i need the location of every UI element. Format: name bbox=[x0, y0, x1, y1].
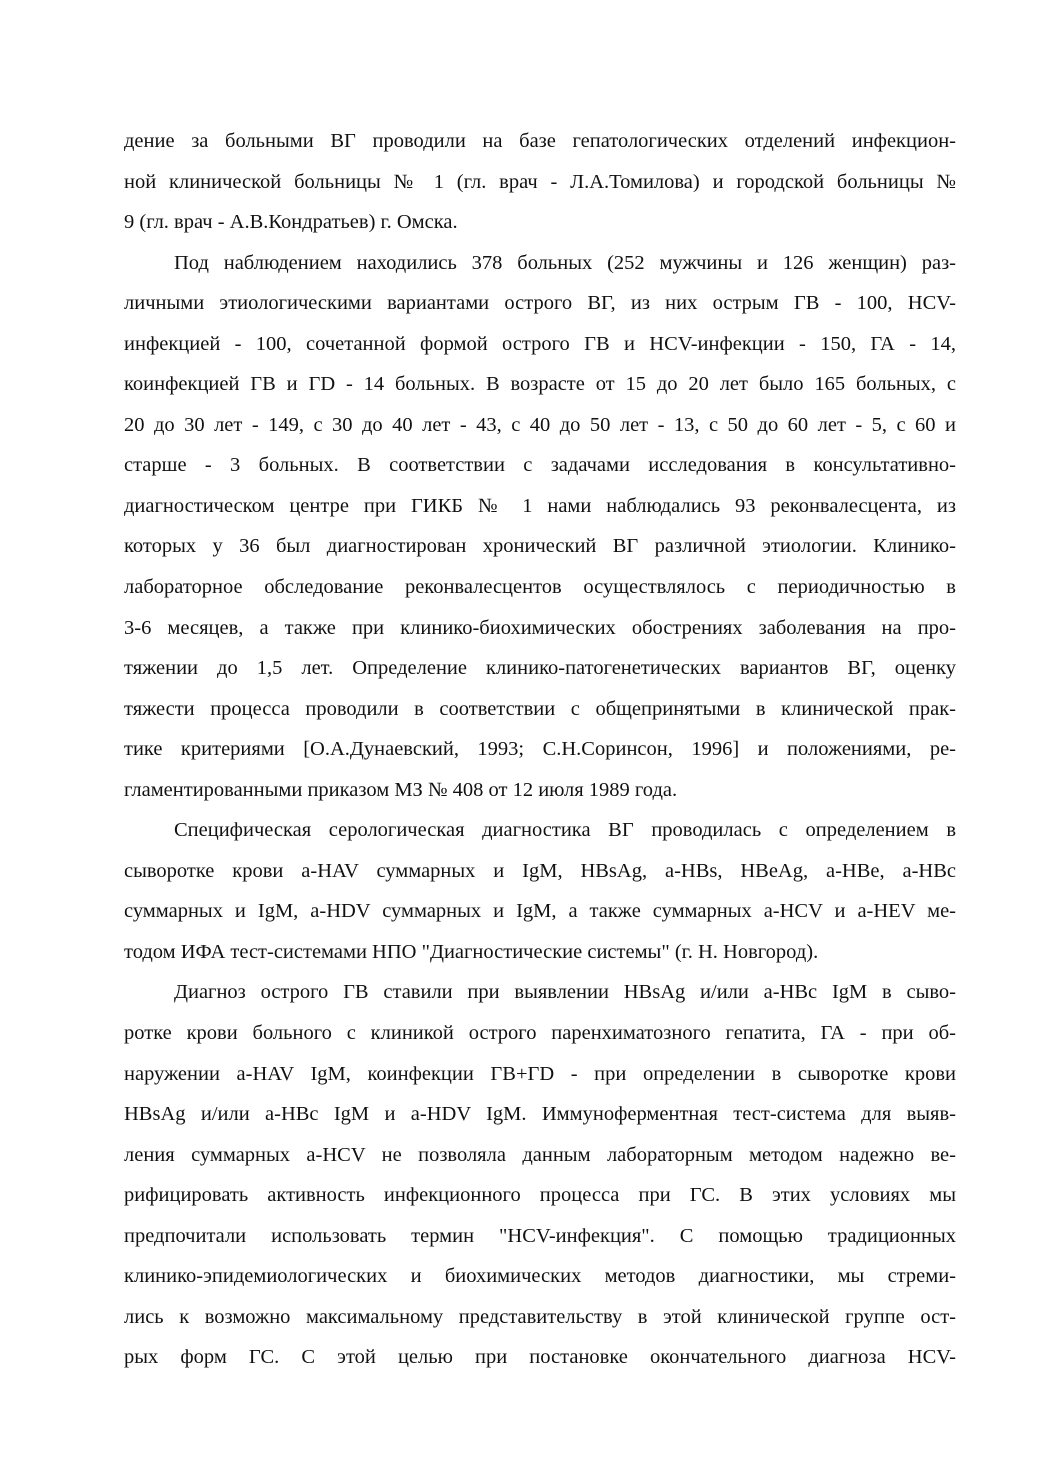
text-line: суммарных и IgM, a-HDV суммарных и IgM, а также суммарных a-HCV и a-HEV ме- bbox=[124, 900, 956, 923]
text-line: рых форм ГС. С этой целью при постановке окончательного диагноза HCV- bbox=[124, 1346, 956, 1369]
text-line: 3-6 месяцев, а также при клинико-биохимических обострениях заболевания на про- bbox=[124, 616, 956, 639]
text-line: Диагноз острого ГВ ставили при выявлении HBsAg и/или a-HBc IgM в сыво- bbox=[174, 981, 956, 1004]
text-line: гламентированными приказом МЗ № 408 от 12 июля 1989 года. bbox=[124, 778, 678, 801]
text-line: старше - 3 больных. В соответствии с задачами исследования в консультативно- bbox=[124, 454, 956, 477]
text-line: Специфическая серологическая диагностика ВГ проводилась с определением в bbox=[174, 819, 956, 842]
text-line: ротке крови больного с клиникой острого паренхиматозного гепатита, ГА - при об- bbox=[124, 1022, 956, 1045]
text-line: инфекцией - 100, сочетанной формой острого ГВ и HCV-инфекции - 150, ГА - 14, bbox=[124, 332, 956, 355]
text-line: 9 (гл. врач - А.В.Кондратьев) г. Омска. bbox=[124, 211, 458, 234]
paragraph bbox=[124, 810, 956, 972]
text-line: лись к возможно максимальному представительству в этой клинической группе ост- bbox=[124, 1305, 956, 1328]
paragraph bbox=[124, 972, 956, 1377]
text-line: коинфекцией ГВ и ГD - 14 больных. В возрасте от 15 до 20 лет было 165 больных, с bbox=[124, 373, 956, 396]
text-line: HBsAg и/или a-HBc IgM и a-HDV IgM. Иммуноферментная тест-система для выяв- bbox=[124, 1103, 956, 1126]
text-line: диагностическом центре при ГИКБ № 1 нами наблюдались 93 реконвалесцента, из bbox=[124, 494, 956, 517]
text-line: тодом ИФА тест-системами НПО "Диагностические системы" (г. Н. Новгород). bbox=[124, 940, 819, 963]
text-line: сыворотке крови a-HAV суммарных и IgM, HBsAg, a-HBs, HBeAg, a-HBe, a-HBc bbox=[124, 859, 956, 882]
text-line: тяжести процесса проводили в соответствии с общепринятыми в клинической прак- bbox=[124, 697, 956, 720]
text-line: тяжении до 1,5 лет. Определение клинико-патогенетических вариантов ВГ, оценку bbox=[124, 657, 956, 680]
text-line: дение за больными ВГ проводили на базе гепатологических отделений инфекцион- bbox=[124, 130, 956, 152]
text-line: клинико-эпидемиологических и биохимических методов диагностики, мы стреми- bbox=[124, 1265, 956, 1288]
text-line: ной клинической больницы № 1 (гл. врач - Л.А.Томилова) и городской больницы № bbox=[124, 170, 956, 193]
text-line: рифицировать активность инфекционного процесса при ГС. В этих условиях мы bbox=[124, 1184, 956, 1207]
text-line: наружении a-HAV IgM, коинфекции ГВ+ГD - при определении в сыворотке крови bbox=[124, 1062, 956, 1085]
document-page bbox=[124, 121, 956, 1378]
paragraph bbox=[124, 121, 956, 243]
text-line: лабораторное обследование реконвалесцентов осуществлялось с периодичностью в bbox=[124, 576, 956, 599]
text-line: ления суммарных a-HCV не позволяла данным лабораторным методом надежно ве- bbox=[124, 1143, 956, 1166]
paragraph bbox=[124, 243, 956, 811]
text-line: 20 до 30 лет - 149, с 30 до 40 лет - 43, с 40 до 50 лет - 13, с 50 до 60 лет - 5, с 60 и bbox=[124, 413, 956, 436]
text-line: предпочитали использовать термин "HCV-инфекция". С помощью традиционных bbox=[124, 1224, 956, 1247]
text-line: тике критериями [О.А.Дунаевский, 1993; С.Н.Соринсон, 1996] и положениями, ре- bbox=[124, 738, 956, 761]
text-line: Под наблюдением находились 378 больных (252 мужчины и 126 женщин) раз- bbox=[174, 251, 956, 274]
text-line: которых у 36 был диагностирован хронический ВГ различной этиологии. Клинико- bbox=[124, 535, 956, 558]
text-line: личными этиологическими вариантами острого ВГ, из них острым ГВ - 100, HCV- bbox=[124, 292, 956, 315]
